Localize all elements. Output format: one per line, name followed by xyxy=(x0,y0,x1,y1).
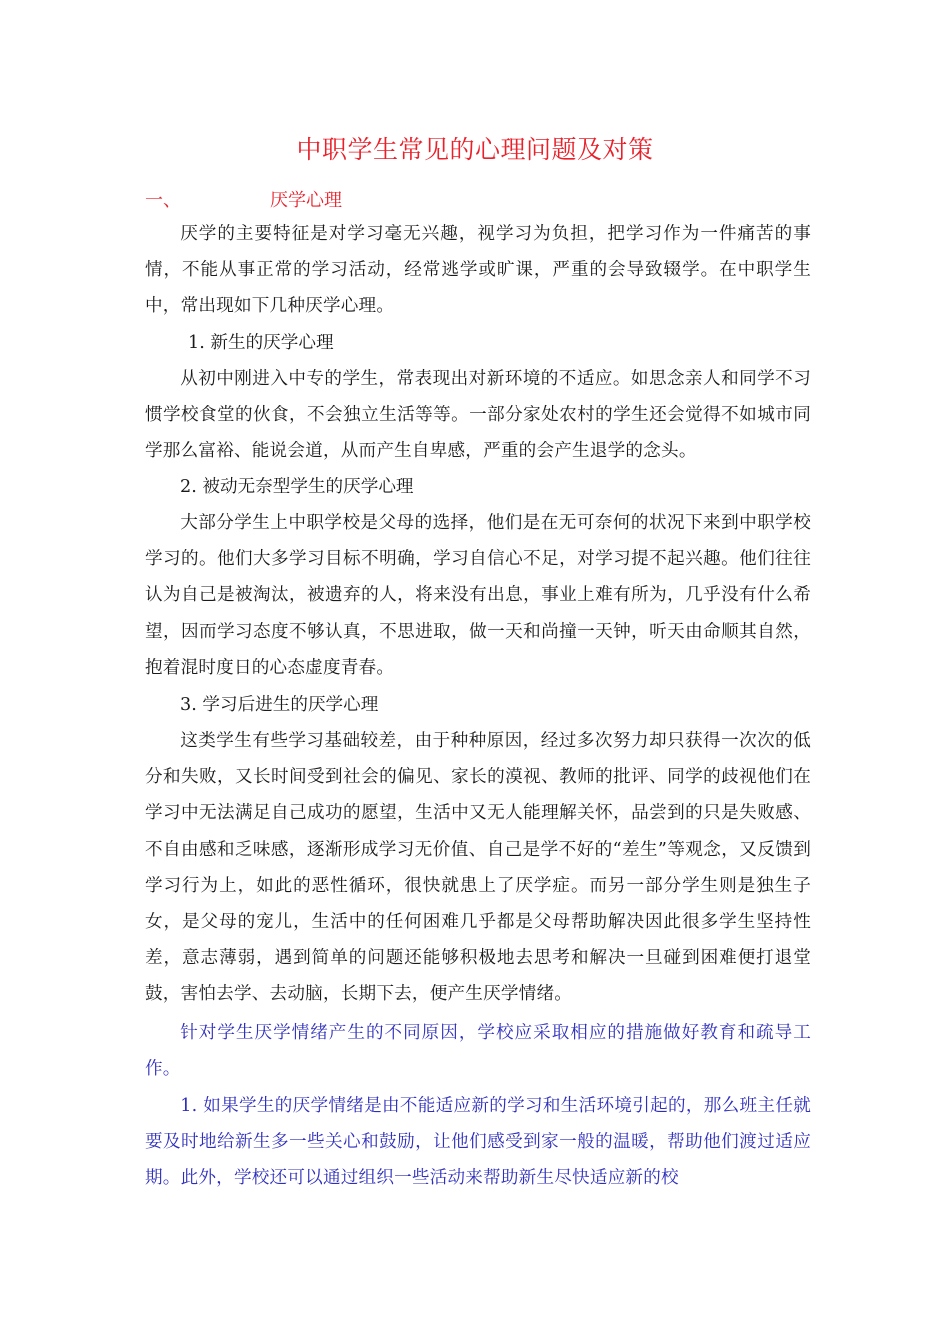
paragraph-passive-students: 大部分学生上中职学校是父母的选择，他们是在无可奈何的状况下来到中职学校学习的。他们大多学习目标不明确，学习自信心不足，对学习提不起兴趣。他们往往认为自己是被淘汰，被遗弃的人，将来没有出息，事业上难有所为，几乎没有什么希望，因而学习态度不够认真，不思进取，做一天和尚撞一天钟，听天由命顺其自然，抱着混时度日的心态虚度青春。 xyxy=(145,513,811,678)
subheading-new-students: 1. 新生的厌学心理 xyxy=(188,333,334,353)
subheading-struggling-students: 3. 学习后进生的厌学心理 xyxy=(180,695,379,715)
page-title: 中职学生常见的心理问题及对策 xyxy=(296,135,654,164)
paragraph-struggling-students: 这类学生有些学习基础较差，由于种种原因，经过多次努力却只获得一次次的低分和失败，又长时间受到社会的偏见、家长的漠视、教师的批评、同学的歧视他们在学习中无法满足自己成功的愿望，生活中又无人能理解关怀，品尝到的只是失败感、不自由感和乏味感，逐渐形成学习无价值、自己是学不好的“差生”等观念，又反馈到学习行为上，如此的恶性循环，很快就患上了厌学症。而另一部分学生则是独生子女，是父母的宠儿，生活中的任何困难几乎都是父母帮助解决因此很多学生坚持性差，意志薄弱，遇到简单的问题还能够积极地去思考和解决一旦碰到困难便打退堂鼓，害怕去学、去动脑，长期下去，便产生厌学情绪。 xyxy=(145,731,811,1005)
intro-paragraph: 厌学的主要特征是对学习毫无兴趣，视学习为负担，把学习作为一件痛苦的事情，不能从事正常的学习活动，经常逃学或旷课，严重的会导致辍学。在中职学生中，常出现如下几种厌学心理。 xyxy=(145,224,811,317)
subheading-passive-students: 2. 被动无奈型学生的厌学心理 xyxy=(180,477,414,497)
section-title: 厌学心理 xyxy=(270,190,342,211)
paragraph-measure-1: 1. 如果学生的厌学情绪是由不能适应新的学习和生活环境引起的，那么班主任就要及时地给新生多一些关心和鼓励，让他们感受到家一般的温暖，帮助他们渡过适应期。此外，学校还可以通过组织一些活动来帮助新生尽快适应新的校 xyxy=(145,1096,811,1189)
paragraph-new-students: 从初中刚进入中专的学生，常表现出对新环境的不适应。如思念亲人和同学不习惯学校食堂的伙食，不会独立生活等等。一部分家处农村的学生还会觉得不如城市同学那么富裕、能说会道，从而产生自卑感，严重的会产生退学的念头。 xyxy=(145,369,811,462)
section-number: 一、 xyxy=(145,190,181,211)
paragraph-measures-intro: 针对学生厌学情绪产生的不同原因，学校应采取相应的措施做好教育和疏导工作。 xyxy=(145,1023,811,1080)
section-heading xyxy=(145,186,342,216)
